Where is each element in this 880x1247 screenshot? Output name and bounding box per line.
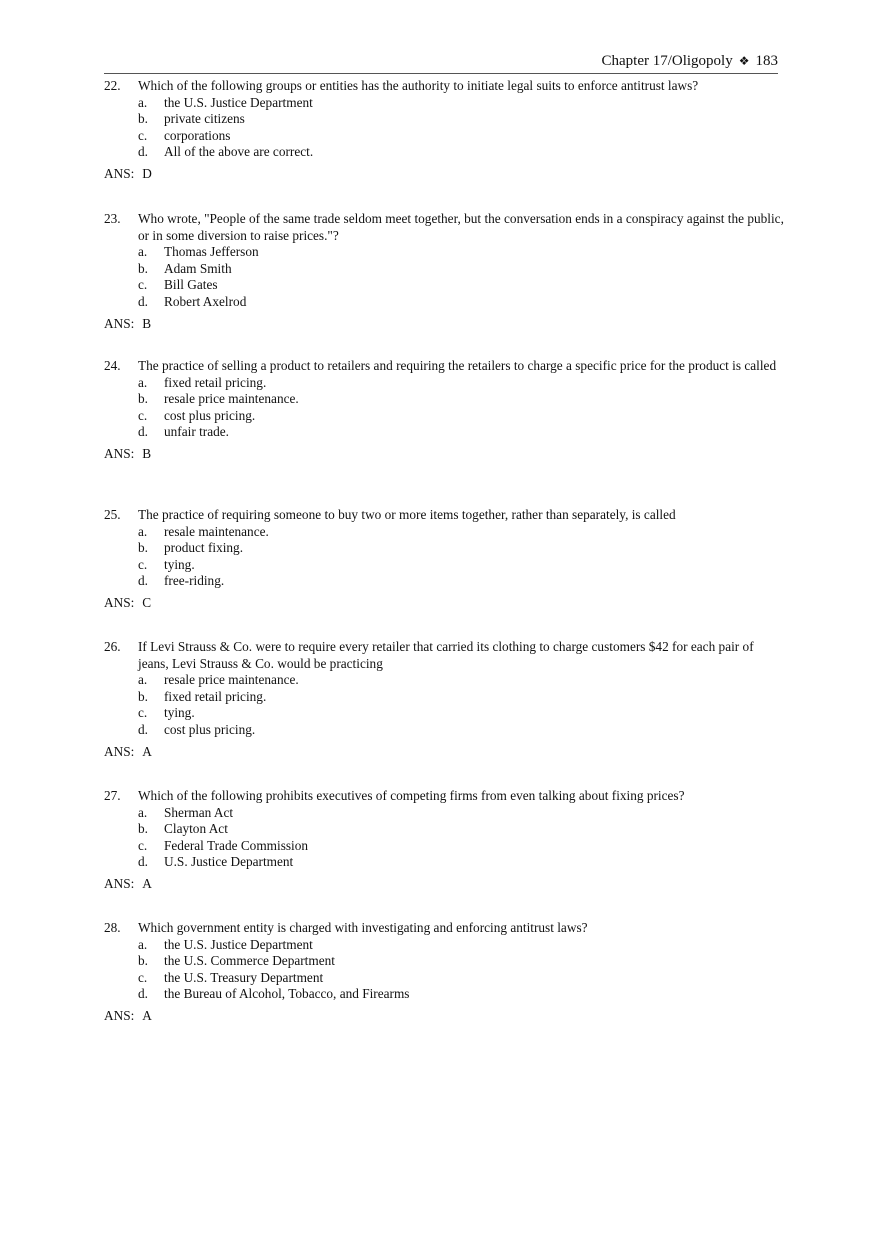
- option-b: b. product fixing.: [138, 540, 244, 556]
- question-text: The practice of selling a product to retailers and requiring the retailers to charge a specific price for the product is called: [138, 358, 777, 373]
- option-b: b. fixed retail pricing.: [138, 688, 267, 704]
- question-number: 28.: [104, 920, 121, 935]
- option-d: d. All of the above are correct.: [138, 144, 314, 160]
- answer-value: A: [142, 1007, 152, 1023]
- option-text: resale maintenance.: [164, 523, 269, 539]
- option-text: product fixing.: [164, 540, 244, 556]
- question-number: 26.: [104, 639, 121, 654]
- option-b: b. Adam Smith: [138, 260, 232, 276]
- answer-value: B: [142, 315, 152, 331]
- option-text: tying.: [164, 556, 195, 572]
- option-b: b. resale price maintenance.: [138, 391, 299, 407]
- option-text: All of the above are correct.: [164, 144, 314, 160]
- answer-value: A: [142, 743, 152, 759]
- option-d: d. unfair trade.: [138, 424, 229, 440]
- option-text: Bill Gates: [164, 277, 218, 293]
- option-text: Clayton Act: [164, 821, 228, 837]
- page-header: [104, 51, 778, 74]
- option-c: c. Bill Gates: [138, 277, 218, 293]
- answer-line: ANS: B: [104, 445, 152, 461]
- option-text: unfair trade.: [164, 424, 229, 440]
- option-b: b. the U.S. Commerce Department: [138, 953, 335, 969]
- question-text: Which of the following groups or entities has the authority to initiate legal suits to enforce antitrust laws?: [138, 78, 699, 93]
- answer-line: ANS: A: [104, 743, 152, 759]
- answer-line: ANS: A: [104, 1007, 152, 1023]
- answer-value: A: [142, 875, 152, 891]
- question-24: [104, 358, 784, 463]
- option-a: a. Sherman Act: [138, 804, 234, 820]
- question-text: The practice of requiring someone to buy two or more items together, rather than separately, is called: [138, 507, 676, 522]
- option-a: a. Thomas Jefferson: [138, 244, 259, 260]
- option-text: Adam Smith: [164, 260, 232, 276]
- option-text: the U.S. Justice Department: [164, 936, 313, 952]
- question-28: [104, 920, 784, 1025]
- page-number: 183: [755, 53, 778, 69]
- option-d: d. Robert Axelrod: [138, 293, 247, 309]
- option-text: tying.: [164, 705, 195, 721]
- question-text: If Levi Strauss & Co. were to require every retailer that carried its clothing to charge customers $42 for each pair of jeans, Levi Strauss & Co. would be practicing: [138, 639, 754, 671]
- option-b: b. private citizens: [138, 111, 245, 127]
- option-text: Federal Trade Commission: [164, 837, 309, 853]
- answer-value: C: [142, 594, 152, 610]
- option-c: c. tying.: [138, 556, 195, 572]
- option-d: d. cost plus pricing.: [138, 721, 256, 737]
- answer-line: ANS: A: [104, 875, 152, 891]
- option-text: Robert Axelrod: [164, 293, 247, 309]
- option-text: private citizens: [164, 111, 245, 127]
- option-a: a. the U.S. Justice Department: [138, 94, 313, 110]
- question-23: [104, 211, 784, 332]
- answer-line: ANS: D: [104, 165, 152, 181]
- option-c: c. corporations: [138, 127, 231, 143]
- option-text: resale price maintenance.: [164, 672, 299, 688]
- option-text: fixed retail pricing.: [164, 688, 267, 704]
- option-a: a. fixed retail pricing.: [138, 374, 267, 390]
- answer-value: D: [142, 165, 152, 181]
- question-22: [104, 78, 784, 183]
- option-text: the U.S. Treasury Department: [164, 969, 324, 985]
- answer-value: B: [142, 445, 152, 461]
- option-text: cost plus pricing.: [164, 407, 256, 423]
- question-number: 23.: [104, 211, 121, 226]
- option-d: d. the Bureau of Alcohol, Tobacco, and Firearms: [138, 986, 410, 1002]
- question-text: Which of the following prohibits executives of competing firms from even talking about fixing prices?: [138, 788, 685, 803]
- chapter-title: Chapter 17/Oligopoly: [601, 53, 733, 69]
- answer-line: ANS: B: [104, 315, 152, 331]
- diamond-separator-icon: ❖: [738, 54, 750, 68]
- question-25: [104, 507, 784, 612]
- option-text: resale price maintenance.: [164, 391, 299, 407]
- option-b: b. Clayton Act: [138, 821, 228, 837]
- option-a: a. the U.S. Justice Department: [138, 936, 313, 952]
- question-number: 24.: [104, 358, 121, 373]
- option-text: the Bureau of Alcohol, Tobacco, and Firearms: [164, 986, 410, 1002]
- question-number: 22.: [104, 78, 121, 93]
- option-text: Sherman Act: [164, 804, 234, 820]
- option-c: c. Federal Trade Commission: [138, 837, 309, 853]
- option-a: a. resale maintenance.: [138, 523, 269, 539]
- option-c: c. tying.: [138, 705, 195, 721]
- question-number: 27.: [104, 788, 121, 803]
- option-a: a. resale price maintenance.: [138, 672, 299, 688]
- option-c: c. cost plus pricing.: [138, 407, 256, 423]
- question-number: 25.: [104, 507, 121, 522]
- option-text: the U.S. Justice Department: [164, 94, 313, 110]
- option-text: cost plus pricing.: [164, 721, 256, 737]
- option-c: c. the U.S. Treasury Department: [138, 969, 324, 985]
- option-text: U.S. Justice Department: [164, 854, 294, 870]
- answer-line: ANS: C: [104, 594, 152, 610]
- question-text: Which government entity is charged with investigating and enforcing antitrust laws?: [138, 920, 588, 935]
- option-text: corporations: [164, 127, 231, 143]
- question-26: [104, 639, 784, 760]
- option-text: the U.S. Commerce Department: [164, 953, 335, 969]
- option-text: free-riding.: [164, 573, 225, 589]
- option-d: d. free-riding.: [138, 573, 225, 589]
- option-text: fixed retail pricing.: [164, 374, 267, 390]
- option-d: d. U.S. Justice Department: [138, 854, 294, 870]
- question-27: [104, 788, 784, 893]
- question-text: Who wrote, "People of the same trade seldom meet together, but the conversation ends in a conspiracy against the public, or in some diversion to raise prices."?: [138, 211, 784, 243]
- option-text: Thomas Jefferson: [164, 244, 259, 260]
